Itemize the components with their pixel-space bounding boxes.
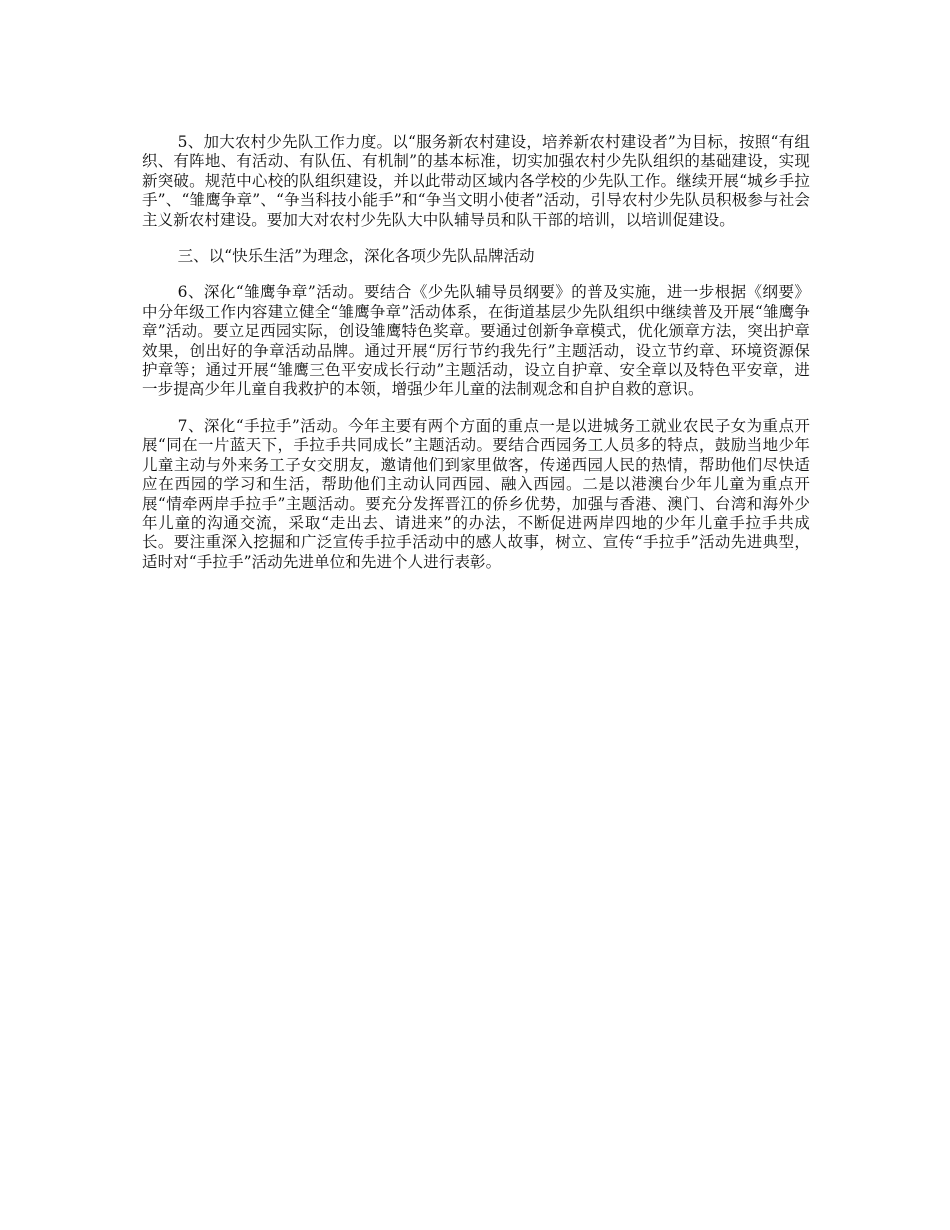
paragraph-6: 6、深化“雏鹰争章”活动。要结合《少先队辅导员纲要》的普及实施，进一步根据《纲要》中分年级工作内容建立健全“雏鹰争章”活动体系，在街道基层少先队组织中继续普及开展“雏鹰争章”活动。要立足西园实际，创设雏鹰特色奖章。要通过创新争章模式，优化颁章方法，突出护章效果，创出好的争章活动品牌。通过开展“厉行节约我先行”主题活动，设立节约章、环境资源保护章等；通过开展“雏鹰三色平安成长行动”主题活动，设立自护章、安全章以及特色平安章，进一步提高少年儿童自我救护的本领，增强少年儿童的法制观念和自护自救的意识。 bbox=[142, 283, 810, 399]
paragraph-gap bbox=[142, 266, 810, 283]
section-heading-3: 三、以“快乐生活”为理念，深化各项少先队品牌活动 bbox=[177, 247, 535, 266]
paragraph-gap bbox=[142, 230, 810, 247]
document-body bbox=[142, 133, 810, 572]
paragraph-5: 5、加大农村少先队工作力度。以“服务新农村建设，培养新农村建设者”为目标，按照“有组织、有阵地、有活动、有队伍、有机制”的基本标准，切实加强农村少先队组织的基础建设，实现新突破。规范中心校的队组织建设，并以此带动区域内各学校的少先队工作。继续开展“城乡手拉手”、“雏鹰争章”、“争当科技小能手”和“争当文明小使者”活动，引导农村少先队员积极参与社会主义新农村建设。要加大对农村少先队大中队辅导员和队干部的培训，以培训促建设。 bbox=[142, 133, 810, 229]
paragraph-7: 7、深化“手拉手”活动。今年主要有两个方面的重点一是以进城务工就业农民子女为重点开展“同在一片蓝天下，手拉手共同成长”主题活动。要结合西园务工人员多的特点，鼓励当地少年儿童主动与外来务工子女交朋友，邀请他们到家里做客，传递西园人民的热情，帮助他们尽快适应在西园的学习和生活，帮助他们主动认同西园、融入西园。二是以港澳台少年儿童为重点开展“情牵两岸手拉手”主题活动。要充分发挥晋江的侨乡优势，加强与香港、澳门、台湾和海外少年儿童的沟通交流，采取“走出去、请进来”的办法，不断促进两岸四地的少年儿童手拉手共成长。要注重深入挖掘和广泛宣传手拉手活动中的感人故事，树立、宣传“手拉手”活动先进典型，适时对“手拉手”活动先进单位和先进个人进行表彰。 bbox=[142, 416, 810, 571]
paragraph-gap bbox=[142, 400, 810, 417]
